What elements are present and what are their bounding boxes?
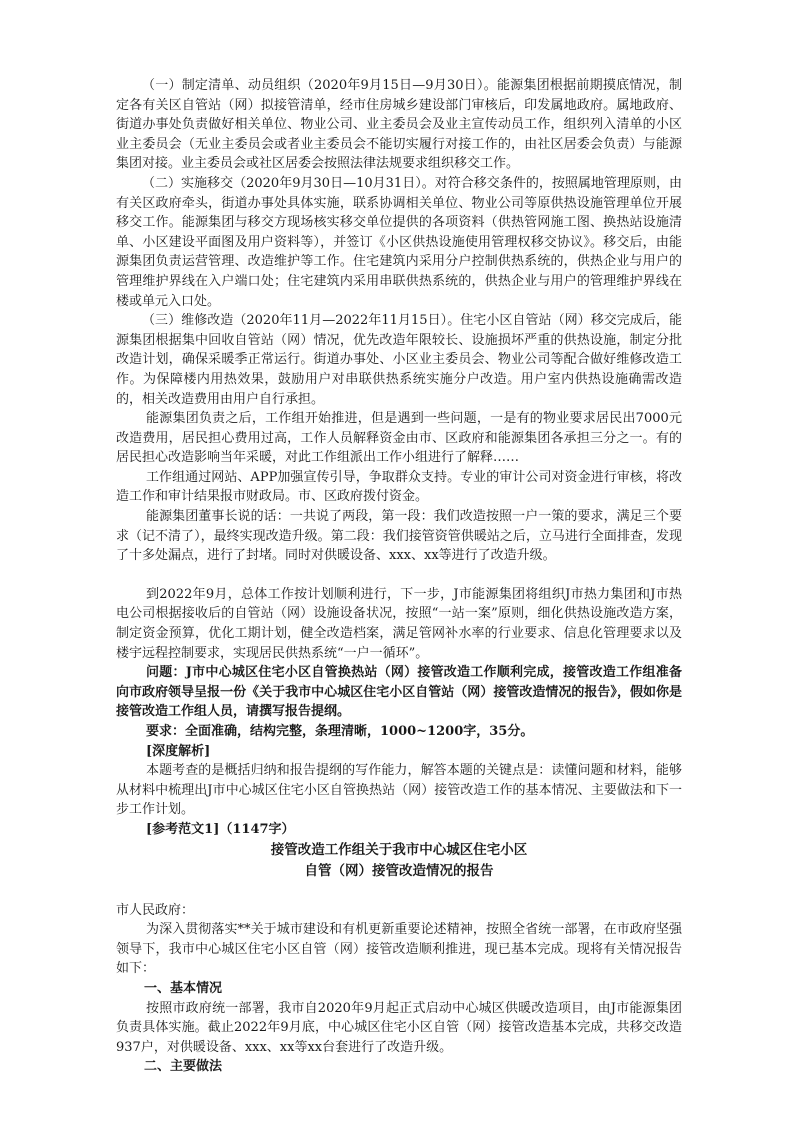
document-page: [116, 76, 682, 1077]
report-title-line-2: 自管（网）接管改造情况的报告: [304, 862, 494, 879]
paragraph-publicity: 工作组通过网站、APP加强宣传引导，争取群众支持。专业的审计公司对资金进行审核，将改造工作和审计结果报市财政局。市、区政府拨付资金。: [116, 469, 682, 505]
question-text: 问题：J市中心城区住宅小区自管换热站（网）接管改造工作顺利完成，接管改造工作组准备向市政府领导呈报一份《关于我市中心城区住宅小区自管站（网）接管改造情况的报告》，假如你是接管改造工作组人员，请撰写报告提纲。: [116, 665, 682, 720]
analysis-tag: [深度解析]: [146, 743, 211, 759]
report-title-line-1: 接管改造工作组关于我市中心城区住宅小区: [270, 841, 528, 858]
report-basic-situation: 按照市政府统一部署，我市自2020年9月起正式启动中心城区供暖改造项目，由J市能源集团负责具体实施。截止2022年9月底，中心城区住宅小区自管（网）接管改造基本完成，共移交改造937户，对供暖设备、xxx、xx等xx台套进行了改造升级。: [116, 1000, 682, 1055]
paragraph-stage-two: （二）实施移交（2020年9月30日—10月31日）。对符合移交条件的，按照属地管理原则，由有关区政府牵头，街道办事处具体实施，联系协调相关单位、物业公司等原供热设施管理单位开展移交工作。能源集团与移交方现场核实移交单位提供的各项资料（供热管网施工图、换热站设施清单、小区建设平面图及用户资料等），并签订《小区供热设施使用管理权移交协议》。移交后，由能源集团负责运营管理、改造维护等工作。住宅建筑内采用分户控制供热系统的，供热企业与用户的管理维护界线在入户端口处；住宅建筑内采用串联供热系统的，供热企业与用户的管理维护界线在楼或单元入口处。: [116, 175, 682, 309]
paragraph-stage-one: （一）制定清单、动员组织（2020年9月15日—9月30日）。能源集团根据前期摸底情况，制定各有关区自管站（网）拟接管清单，经市住房城乡建设部门审核后，印发属地政府。属地政府、街道办事处负责做好相关单位、物业公司、业主委员会及业主宣传动员工作，组织列入清单的小区业主委员会（无业主委员会或者业主委员会不能切实履行对接工作的，由社区居委会负责）与能源集团对接。业主委员会或社区居委会按照法律法规要求组织移交工作。: [116, 78, 682, 172]
report-intro: 为深入贯彻落实**关于城市建设和有机更新重要论述精神，按照全省统一部署，在市政府坚强领导下，我市中心城区住宅小区自管（网）接管改造顺利推进，现已基本完成。现将有关情况报告如下：: [116, 922, 682, 977]
analysis-text: 本题考查的是概括归纳和报告提纲的写作能力，解答本题的关键点是：读懂问题和材料，能够从材料中梳理出J市中心城区住宅小区自管换热站（网）接管改造工作的基本情况、主要做法和下一步工作计划。: [116, 763, 682, 818]
paragraph-problems: 能源集团负责之后，工作组开始推进，但是遇到一些问题，一是有的物业要求居民出7000元改造费用，居民担心费用过高，工作人员解释资金由市、区政府和能源集团各承担三分之一。有的居民担心改造影响当年采暖，对此工作组派出工作小组进行了解释……: [116, 411, 682, 466]
salutation: 市人民政府：: [116, 902, 195, 918]
paragraph-stage-three: （三）维修改造（2020年11月—2022年11月15日）。住宅小区自管站（网）移交完成后，能源集团根据集中回收自管站（网）情况，优先改造年限较长、设施损坏严重的供热设施，制定分批改造计划，确保采暖季正常运行。街道办事处、小区业主委员会、物业公司等配合做好维修改造工作。为保障楼内用热效果，鼓励用户对串联供热系统实施分户改造。用户室内供热设施确需改造的，相关改造费用由用户自行承担。: [116, 313, 682, 407]
blank-line: [116, 882, 682, 901]
paragraph-next-steps: 到2022年9月，总体工作按计划顺利进行，下一步，J市能源集团将组织J市热力集团和J市热电公司根据接收后的自管站（网）设施设备状况，按照“一站一案”原则，细化供热设施改造方案，制定资金预算，优化工期计划，健全改造档案，满足管网补水率的行业要求、信息化管理要求以及楼宇远程控制要求，实现居民供热系统“一户一循环”。: [116, 586, 682, 661]
paragraph-chairman-remarks: 能源集团董事长说的话：一共说了两段，第一段：我们改造按照一户一策的要求，满足三个要求（记不清了），最终实现改造升级。第二段：我们接管资管供暖站之后，立马进行全面排查，发现了十多处漏点，进行了封堵。同时对供暖设备、xxx、xx等进行了改造升级。: [116, 509, 682, 564]
requirement-text: 要求：全面准确，结构完整，条理清晰，1000~1200字，35分。: [146, 724, 534, 739]
section-heading-basic: 一、基本情况: [144, 980, 223, 996]
blank-line: [116, 566, 682, 585]
section-heading-measures: 二、主要做法: [144, 1059, 223, 1075]
sample-essay-tag: [参考范文1]（1147字）: [146, 821, 295, 837]
